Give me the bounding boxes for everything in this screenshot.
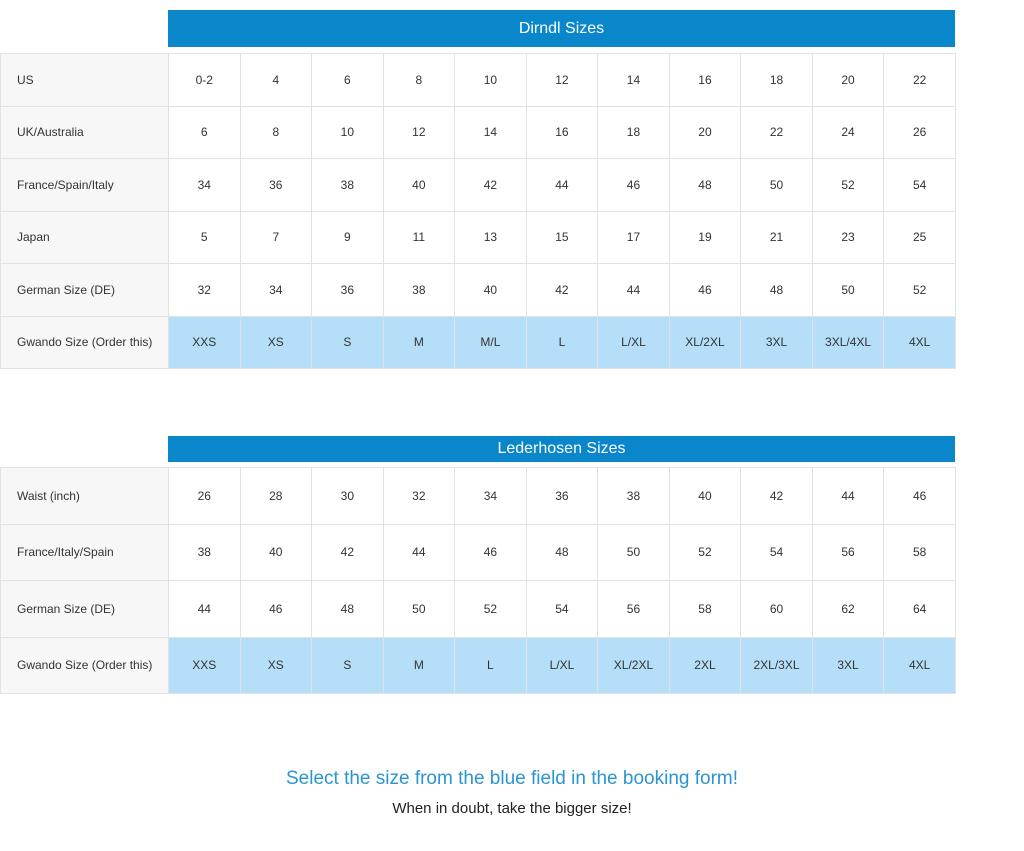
size-cell: 14	[598, 54, 670, 107]
size-cell: 46	[598, 159, 670, 212]
order-size-cell: 3XL	[741, 316, 813, 369]
order-size-cell: S	[312, 637, 384, 694]
size-cell: 46	[884, 468, 956, 525]
table-row	[1, 468, 956, 525]
size-cell: 26	[884, 106, 956, 159]
order-size-cell: XXS	[169, 637, 241, 694]
size-advice-note: When in doubt, take the bigger size!	[392, 800, 632, 817]
order-size-cell: 2XL/3XL	[741, 637, 813, 694]
order-size-cell: M	[383, 637, 455, 694]
size-cell: 50	[741, 159, 813, 212]
size-cell: 40	[669, 468, 741, 525]
size-cell: 42	[455, 159, 527, 212]
size-cell: 9	[312, 211, 384, 264]
order-size-cell: 4XL	[884, 637, 956, 694]
size-cell: 20	[812, 54, 884, 107]
size-cell: 62	[812, 581, 884, 638]
size-cell: 58	[669, 581, 741, 638]
size-cell: 21	[741, 211, 813, 264]
size-cell: 44	[812, 468, 884, 525]
size-cell: 30	[312, 468, 384, 525]
size-cell: 48	[312, 581, 384, 638]
size-cell: 38	[312, 159, 384, 212]
size-cell: 60	[741, 581, 813, 638]
size-cell: 13	[455, 211, 527, 264]
size-cell: 18	[598, 106, 670, 159]
size-cell: 12	[526, 54, 598, 107]
size-cell: 46	[240, 581, 312, 638]
size-cell: 48	[741, 264, 813, 317]
size-cell: 46	[669, 264, 741, 317]
size-cell: 38	[598, 468, 670, 525]
size-cell: 6	[312, 54, 384, 107]
table-row	[1, 637, 956, 694]
size-cell: 20	[669, 106, 741, 159]
size-cell: 42	[312, 524, 384, 581]
size-cell: 50	[812, 264, 884, 317]
size-cell: 54	[884, 159, 956, 212]
order-size-cell: 3XL	[812, 637, 884, 694]
size-cell: 12	[383, 106, 455, 159]
size-cell: 24	[812, 106, 884, 159]
size-cell: 44	[169, 581, 241, 638]
size-cell: 52	[455, 581, 527, 638]
row-label: US	[1, 54, 169, 107]
size-cell: 28	[240, 468, 312, 525]
size-cell: 38	[383, 264, 455, 317]
size-cell: 56	[598, 581, 670, 638]
size-cell: 10	[312, 106, 384, 159]
order-size-cell: 2XL	[669, 637, 741, 694]
row-label: Waist (inch)	[1, 468, 169, 525]
size-cell: 6	[169, 106, 241, 159]
size-cell: 22	[884, 54, 956, 107]
size-cell: 46	[455, 524, 527, 581]
size-cell: 54	[741, 524, 813, 581]
order-size-cell: M/L	[455, 316, 527, 369]
size-cell: 16	[669, 54, 741, 107]
size-cell: 52	[884, 264, 956, 317]
row-label: Gwando Size (Order this)	[1, 637, 169, 694]
size-cell: 22	[741, 106, 813, 159]
size-cell: 56	[812, 524, 884, 581]
row-label: Japan	[1, 211, 169, 264]
order-size-cell: L/XL	[598, 316, 670, 369]
order-size-cell: L/XL	[526, 637, 598, 694]
size-cell: 25	[884, 211, 956, 264]
size-cell: 8	[383, 54, 455, 107]
row-label: Gwando Size (Order this)	[1, 316, 169, 369]
size-cell: 0-2	[169, 54, 241, 107]
size-cell: 44	[598, 264, 670, 317]
order-size-cell: S	[312, 316, 384, 369]
table-row	[1, 159, 956, 212]
table-row	[1, 54, 956, 107]
size-cell: 48	[669, 159, 741, 212]
size-cell: 32	[383, 468, 455, 525]
size-cell: 52	[812, 159, 884, 212]
size-cell: 36	[240, 159, 312, 212]
size-cell: 17	[598, 211, 670, 264]
order-size-cell: XS	[240, 316, 312, 369]
size-cell: 18	[741, 54, 813, 107]
row-label: France/Italy/Spain	[1, 524, 169, 581]
size-cell: 23	[812, 211, 884, 264]
table-row	[1, 316, 956, 369]
size-cell: 40	[240, 524, 312, 581]
order-size-cell: XL/2XL	[598, 637, 670, 694]
size-cell: 34	[240, 264, 312, 317]
size-cell: 36	[312, 264, 384, 317]
size-cell: 32	[169, 264, 241, 317]
order-size-cell: M	[383, 316, 455, 369]
size-cell: 10	[455, 54, 527, 107]
size-cell: 48	[526, 524, 598, 581]
size-cell: 50	[383, 581, 455, 638]
size-cell: 34	[169, 159, 241, 212]
size-cell: 52	[669, 524, 741, 581]
size-cell: 4	[240, 54, 312, 107]
order-size-cell: 3XL/4XL	[812, 316, 884, 369]
size-cell: 44	[526, 159, 598, 212]
size-cell: 34	[455, 468, 527, 525]
size-cell: 19	[669, 211, 741, 264]
dirndl-table-title: Dirndl Sizes	[168, 10, 955, 47]
lederhosen-table-title: Lederhosen Sizes	[168, 436, 955, 462]
size-cell: 14	[455, 106, 527, 159]
table-row	[1, 211, 956, 264]
booking-instruction: Select the size from the blue field in the booking form!	[285, 768, 739, 789]
order-size-cell: L	[526, 316, 598, 369]
size-cell: 11	[383, 211, 455, 264]
size-cell: 58	[884, 524, 956, 581]
size-cell: 42	[741, 468, 813, 525]
size-cell: 26	[169, 468, 241, 525]
size-cell: 7	[240, 211, 312, 264]
order-size-cell: 4XL	[884, 316, 956, 369]
table-row	[1, 524, 956, 581]
size-cell: 38	[169, 524, 241, 581]
table-row	[1, 264, 956, 317]
size-cell: 50	[598, 524, 670, 581]
table-row	[1, 106, 956, 159]
dirndl-size-table	[0, 53, 956, 369]
size-cell: 15	[526, 211, 598, 264]
row-label: German Size (DE)	[1, 581, 169, 638]
lederhosen-size-table	[0, 467, 956, 694]
order-size-cell: XXS	[169, 316, 241, 369]
size-cell: 40	[383, 159, 455, 212]
size-cell: 5	[169, 211, 241, 264]
size-cell: 64	[884, 581, 956, 638]
size-cell: 36	[526, 468, 598, 525]
size-cell: 44	[383, 524, 455, 581]
size-cell: 8	[240, 106, 312, 159]
order-size-cell: XL/2XL	[669, 316, 741, 369]
size-cell: 40	[455, 264, 527, 317]
size-cell: 16	[526, 106, 598, 159]
table-row	[1, 581, 956, 638]
order-size-cell: XS	[240, 637, 312, 694]
row-label: UK/Australia	[1, 106, 169, 159]
order-size-cell: L	[455, 637, 527, 694]
size-cell: 54	[526, 581, 598, 638]
row-label: France/Spain/Italy	[1, 159, 169, 212]
size-cell: 42	[526, 264, 598, 317]
row-label: German Size (DE)	[1, 264, 169, 317]
